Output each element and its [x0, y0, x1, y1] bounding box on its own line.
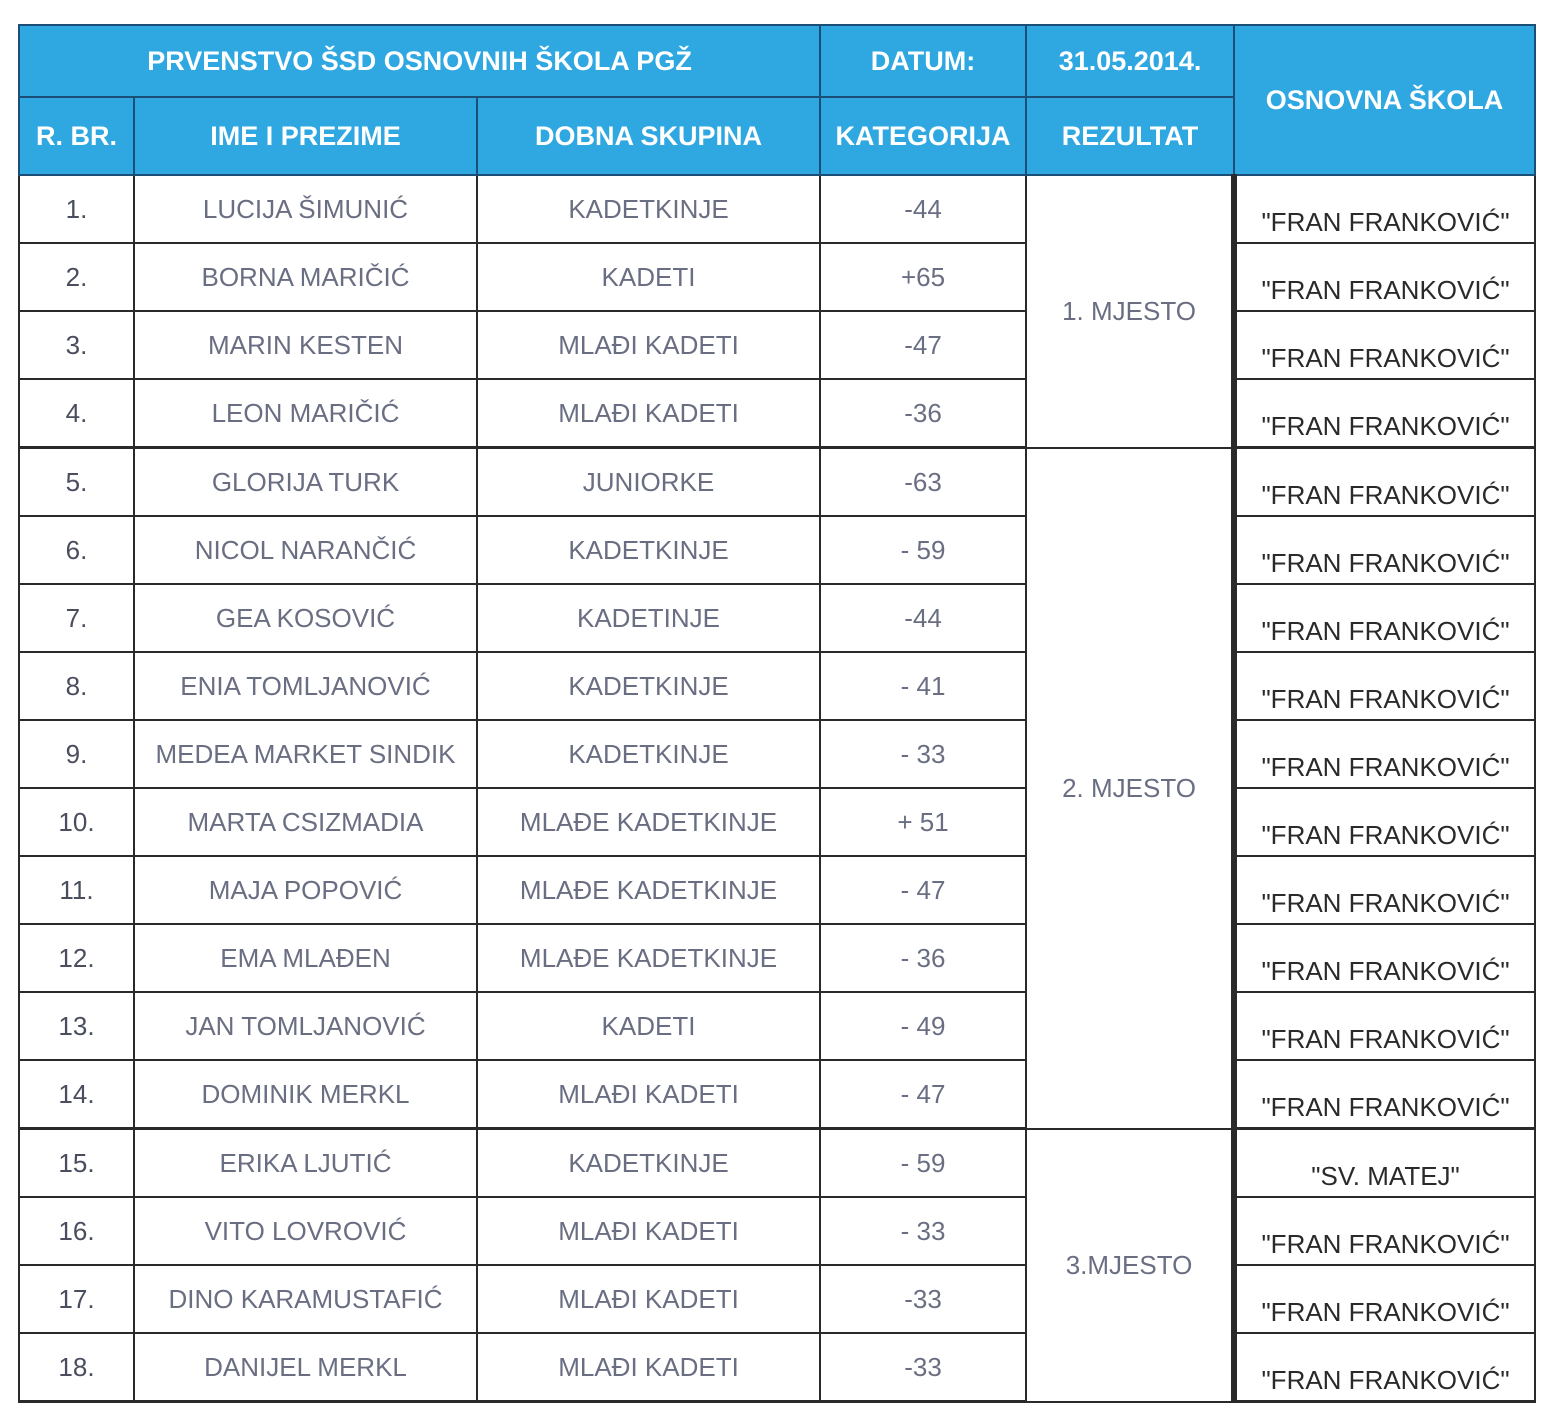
school-name: "FRAN FRANKOVIĆ" [1234, 1197, 1535, 1265]
competitor-name: MEDEA MARKET SINDIK [134, 720, 477, 788]
weight-category: + 51 [820, 788, 1026, 856]
age-group: MLAĐE KADETKINJE [477, 856, 820, 924]
table-row [19, 992, 1535, 1060]
competitor-name: DOMINIK MERKL [134, 1060, 477, 1129]
school-name: "FRAN FRANKOVIĆ" [1234, 584, 1535, 652]
age-group: KADETINJE [477, 584, 820, 652]
table-row [19, 448, 1535, 517]
school-name: "FRAN FRANKOVIĆ" [1234, 379, 1535, 448]
weight-category: -33 [820, 1265, 1026, 1333]
table-row [19, 1060, 1535, 1129]
competitor-name: LUCIJA ŠIMUNIĆ [134, 175, 477, 243]
row-number: 14. [19, 1060, 134, 1129]
table-row [19, 379, 1535, 448]
row-number: 10. [19, 788, 134, 856]
competitor-name: VITO LOVROVIĆ [134, 1197, 477, 1265]
weight-category: - 49 [820, 992, 1026, 1060]
age-group: JUNIORKE [477, 448, 820, 517]
column-header-number: R. BR. [19, 97, 134, 175]
weight-category: - 36 [820, 924, 1026, 992]
weight-category: -44 [820, 175, 1026, 243]
table-row [19, 720, 1535, 788]
school-header: OSNOVNA ŠKOLA [1234, 25, 1535, 175]
age-group: MLAĐE KADETKINJE [477, 788, 820, 856]
column-header-age-group: DOBNA SKUPINA [477, 97, 820, 175]
school-name: "SV. MATEJ" [1234, 1129, 1535, 1198]
table-row [19, 652, 1535, 720]
age-group: MLAĐI KADETI [477, 1197, 820, 1265]
row-number: 2. [19, 243, 134, 311]
school-name: "FRAN FRANKOVIĆ" [1234, 516, 1535, 584]
table-title: PRVENSTVO ŠSD OSNOVNIH ŠKOLA PGŽ [19, 25, 820, 97]
competitor-name: ENIA TOMLJANOVIĆ [134, 652, 477, 720]
row-number: 6. [19, 516, 134, 584]
weight-category: - 41 [820, 652, 1026, 720]
school-name: "FRAN FRANKOVIĆ" [1234, 243, 1535, 311]
row-number: 8. [19, 652, 134, 720]
school-name: "FRAN FRANKOVIĆ" [1234, 924, 1535, 992]
result-placement: 3.MJESTO [1026, 1129, 1234, 1402]
row-number: 9. [19, 720, 134, 788]
results-sheet [18, 24, 1534, 1403]
competitor-name: DINO KARAMUSTAFIĆ [134, 1265, 477, 1333]
competitor-name: ERIKA LJUTIĆ [134, 1129, 477, 1198]
table-row [19, 584, 1535, 652]
result-placement: 1. MJESTO [1026, 175, 1234, 448]
competitor-name: BORNA MARIČIĆ [134, 243, 477, 311]
competitor-name: MAJA POPOVIĆ [134, 856, 477, 924]
age-group: MLAĐI KADETI [477, 379, 820, 448]
column-header-name: IME I PREZIME [134, 97, 477, 175]
table-row [19, 924, 1535, 992]
row-number: 4. [19, 379, 134, 448]
competitor-name: JAN TOMLJANOVIĆ [134, 992, 477, 1060]
age-group: KADETKINJE [477, 652, 820, 720]
row-number: 11. [19, 856, 134, 924]
age-group: KADETI [477, 992, 820, 1060]
age-group: KADETKINJE [477, 175, 820, 243]
age-group: MLAĐI KADETI [477, 311, 820, 379]
competitor-name: GLORIJA TURK [134, 448, 477, 517]
row-number: 17. [19, 1265, 134, 1333]
age-group: KADETKINJE [477, 720, 820, 788]
age-group: MLAĐI KADETI [477, 1060, 820, 1129]
result-placement: 2. MJESTO [1026, 448, 1234, 1129]
age-group: KADETKINJE [477, 516, 820, 584]
school-name: "FRAN FRANKOVIĆ" [1234, 1265, 1535, 1333]
school-name: "FRAN FRANKOVIĆ" [1234, 856, 1535, 924]
competitor-name: NICOL NARANČIĆ [134, 516, 477, 584]
school-name: "FRAN FRANKOVIĆ" [1234, 652, 1535, 720]
school-name: "FRAN FRANKOVIĆ" [1234, 720, 1535, 788]
weight-category: +65 [820, 243, 1026, 311]
school-name: "FRAN FRANKOVIĆ" [1234, 992, 1535, 1060]
weight-category: - 47 [820, 856, 1026, 924]
table-row [19, 243, 1535, 311]
school-name: "FRAN FRANKOVIĆ" [1234, 788, 1535, 856]
weight-category: -36 [820, 379, 1026, 448]
table-row [19, 175, 1535, 243]
competitor-name: DANIJEL MERKL [134, 1333, 477, 1402]
school-name: "FRAN FRANKOVIĆ" [1234, 311, 1535, 379]
competitor-name: MARTA CSIZMADIA [134, 788, 477, 856]
weight-category: - 59 [820, 1129, 1026, 1198]
weight-category: - 47 [820, 1060, 1026, 1129]
row-number: 13. [19, 992, 134, 1060]
competitor-name: MARIN KESTEN [134, 311, 477, 379]
competitor-name: GEA KOSOVIĆ [134, 584, 477, 652]
age-group: MLAĐI KADETI [477, 1333, 820, 1402]
weight-category: - 59 [820, 516, 1026, 584]
weight-category: - 33 [820, 1197, 1026, 1265]
table-row [19, 311, 1535, 379]
row-number: 12. [19, 924, 134, 992]
age-group: MLAĐI KADETI [477, 1265, 820, 1333]
row-number: 16. [19, 1197, 134, 1265]
weight-category: -33 [820, 1333, 1026, 1402]
row-number: 1. [19, 175, 134, 243]
age-group: MLAĐE KADETKINJE [477, 924, 820, 992]
weight-category: - 33 [820, 720, 1026, 788]
table-row [19, 788, 1535, 856]
weight-category: -44 [820, 584, 1026, 652]
column-header-category: KATEGORIJA [820, 97, 1026, 175]
competitor-name: EMA MLAĐEN [134, 924, 477, 992]
row-number: 18. [19, 1333, 134, 1402]
school-name: "FRAN FRANKOVIĆ" [1234, 1333, 1535, 1402]
competitor-name: LEON MARIČIĆ [134, 379, 477, 448]
age-group: KADETKINJE [477, 1129, 820, 1198]
school-name: "FRAN FRANKOVIĆ" [1234, 1060, 1535, 1129]
date-value: 31.05.2014. [1026, 25, 1234, 97]
table-row [19, 856, 1535, 924]
school-name: "FRAN FRANKOVIĆ" [1234, 175, 1535, 243]
table-row [19, 1333, 1535, 1402]
weight-category: -63 [820, 448, 1026, 517]
column-header-result: REZULTAT [1026, 97, 1234, 175]
row-number: 7. [19, 584, 134, 652]
school-name: "FRAN FRANKOVIĆ" [1234, 448, 1535, 517]
weight-category: -47 [820, 311, 1026, 379]
row-number: 3. [19, 311, 134, 379]
date-label: DATUM: [820, 25, 1026, 97]
table-row [19, 1265, 1535, 1333]
results-body [19, 175, 1535, 1402]
table-row [19, 1129, 1535, 1198]
age-group: KADETI [477, 243, 820, 311]
results-table [18, 24, 1536, 1403]
table-row [19, 1197, 1535, 1265]
row-number: 5. [19, 448, 134, 517]
table-row [19, 516, 1535, 584]
row-number: 15. [19, 1129, 134, 1198]
